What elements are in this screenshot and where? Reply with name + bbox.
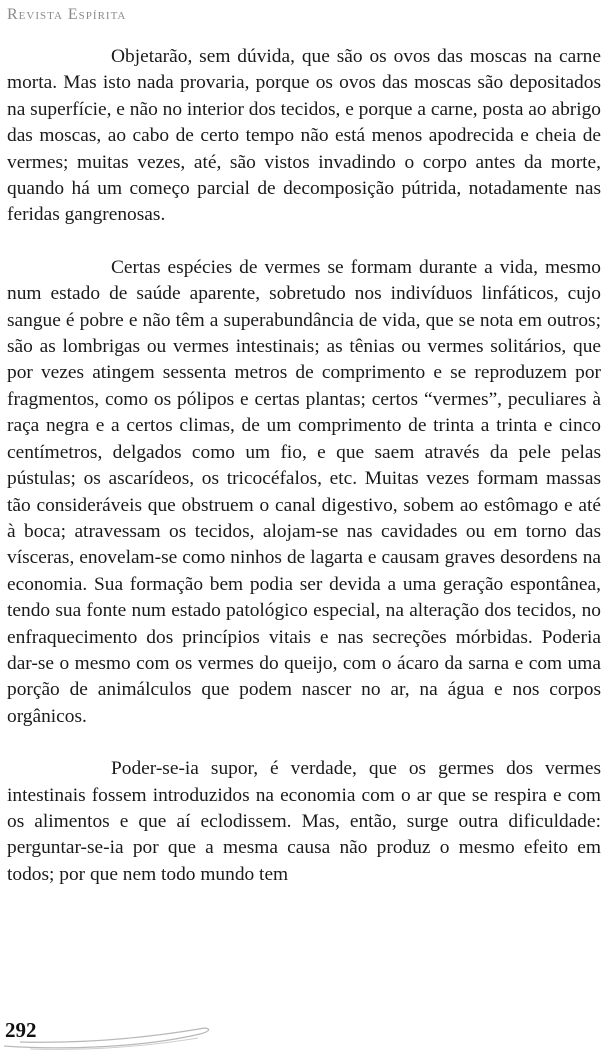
page-number: 292: [5, 1018, 37, 1042]
running-header: Revista Espírita: [7, 6, 127, 23]
paragraph: Certas espécies de vermes se formam durante a vida, mesmo num estado de saúde aparente, sobretudo nos indivíduos linfáticos, cujo sangue é pobre e não têm a superabundância de vida, que se nota em outros; são as lombrigas ou vermes intestinais; as tênias ou vermes solitários, que por vezes atingem sessenta metros de comprimento e se reproduzem por fragmentos, como os pólipos e certas plantas; certos “vermes”, peculiares à raça negra e a certos climas, de um comprimento de trinta a trinta e cinco centímetros, delgados como um fio, e que saem através da pele pelas pústulas; os ascarídeos, os tricocéfalos, etc. Muitas vezes formam massas tão consideráveis que obstruem o canal digestivo, sobem ao estômago e até à boca; atravessam os tecidos, alojam-se nas cavidades ou em torno das vísceras, enovelam-se como ninhos de lagarta e causam graves desordens na economia. Sua formação bem podia ser devida a uma geração espontânea, tendo sua fonte num estado patológico especial, na alteração dos tecidos, no enfraquecimento dos princípios vitais e nas secreções mórbidas. Poderia dar-se o mesmo com os vermes do queijo, com o ácaro da sarna e com uma porção de animálculos que podem nascer no ar, na água e nos corpos orgânicos.: [7, 256, 601, 727]
paragraph: Objetarão, sem dúvida, que são os ovos das moscas na carne morta. Mas isto nada provaria, porque os ovos das moscas são depositados na superfície, e não no interior dos tecidos, e porque a carne, posta ao abrigo das moscas, ao cabo de certo tempo não está menos apodrecida e cheia de vermes; muitas vezes, até, são vistos invadindo o corpo antes da morte, quando há um começo parcial de decomposição pútrida, notadamente nas feridas gangrenosas.: [7, 46, 601, 226]
paragraph: Poder-se-ia supor, é verdade, que os germes dos vermes intestinais fossem introduzidos na economia com o ar que se respira e com os alimentos e que aí eclodissem. Mas, então, surge outra dificuldade: perguntar-se-ia por que a mesma causa não produz o mesmo efeito em todos; por que nem todo mundo tem: [7, 758, 601, 885]
body-text: [7, 44, 601, 888]
